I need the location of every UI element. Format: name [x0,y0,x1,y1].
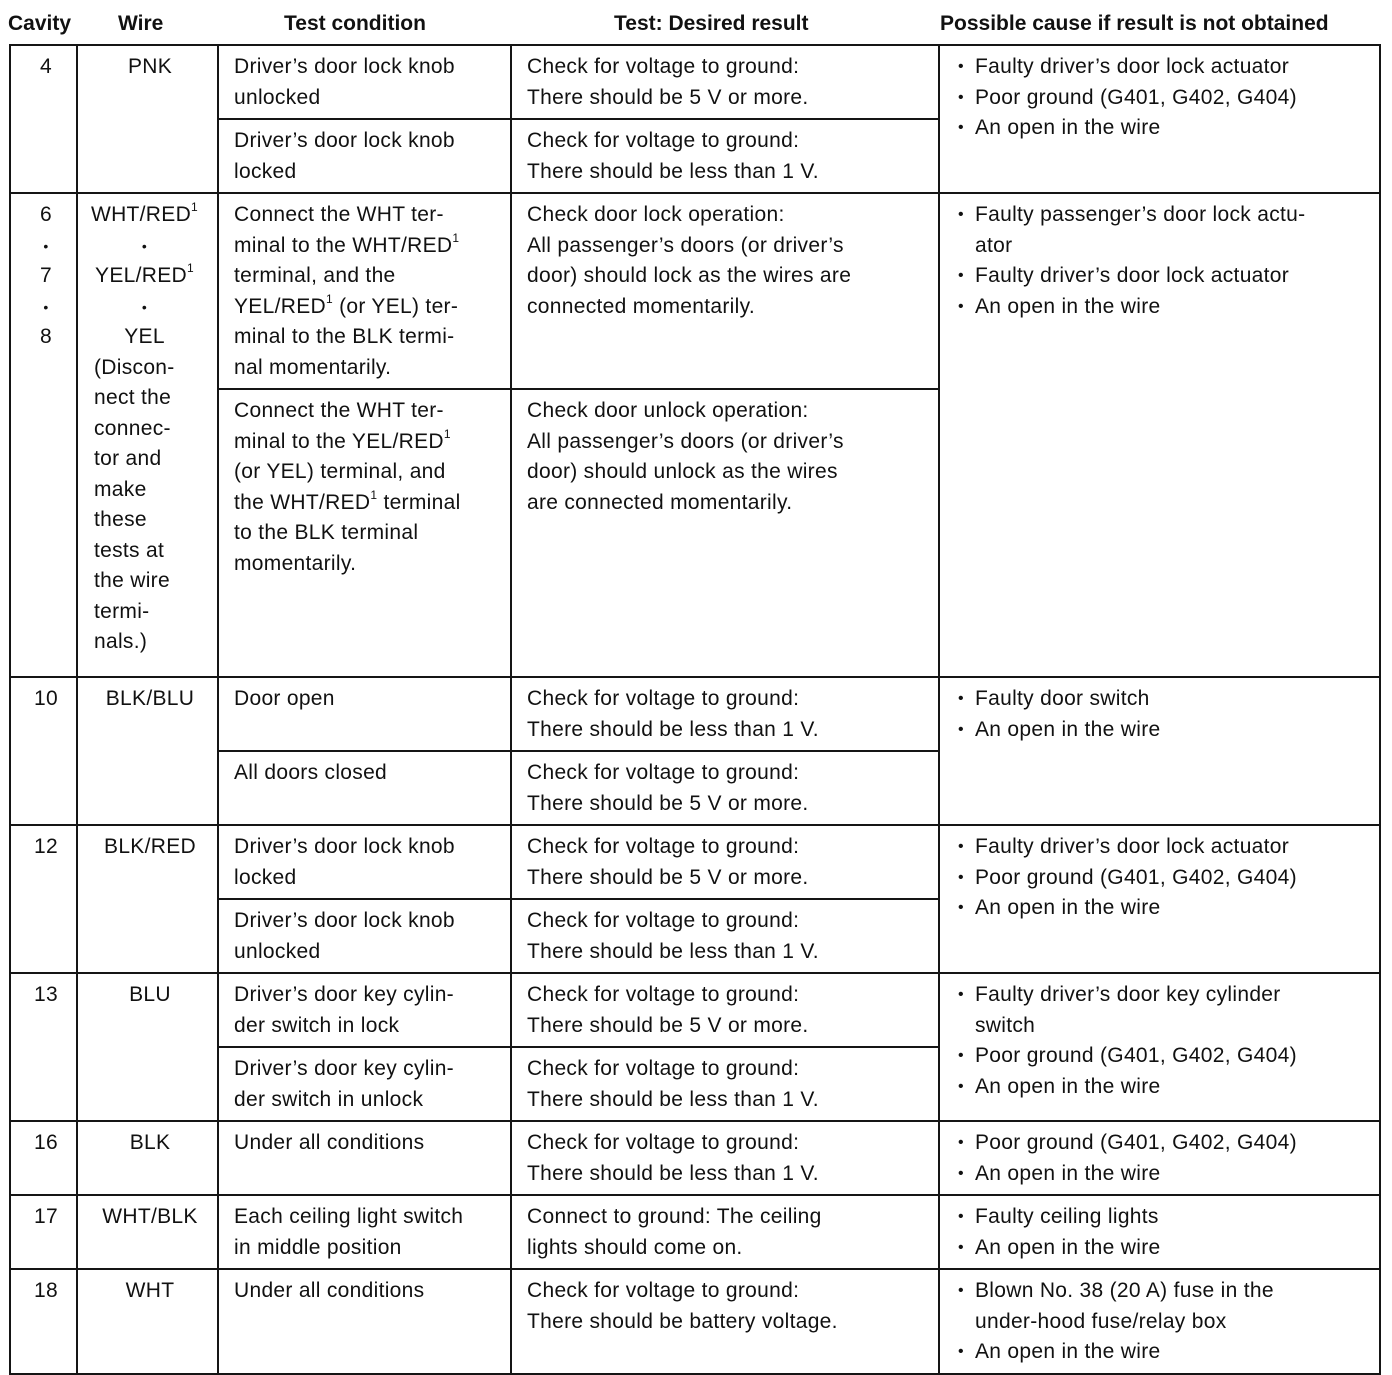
desired-result-line: There should be less than 1 V. [527,717,819,741]
wire-cell: PNK [77,45,218,193]
wire-note: tor and [94,447,162,470]
test-condition-line: Door open [234,687,335,710]
test-condition-line: Connect the WHT ter- [234,203,444,226]
desired-result-line: Check for voltage to ground: [527,1279,800,1302]
desired-result-line: There should be 5 V or more. [527,1013,809,1037]
footnote-marker: 1 [191,200,199,214]
cause-item: • An open in the wire [955,1072,1369,1103]
header-possible-cause: Possible cause if result is not obtained [940,12,1329,35]
test-condition-cell [218,45,511,119]
desired-result-line: door) should unlock as the wires [527,460,838,483]
desired-result-line: There should be 5 V or more. [527,85,809,109]
table-row [10,973,1380,1047]
test-condition-line: Driver’s door lock knob [234,909,455,932]
cause-list [955,200,1369,322]
footnote-marker: 1 [443,426,451,441]
wire-cell: BLK [77,1121,218,1195]
desired-result-cell [511,1047,939,1121]
test-condition-line: minal to the YEL/RED$^1$ [234,426,451,453]
possible-cause-cell [939,1269,1380,1374]
desired-result-cell [511,973,939,1047]
table-row [10,45,1380,119]
test-condition-cell [218,751,511,825]
cause-item: • Faulty driver’s door key cylinder switch [955,980,1369,1041]
test-condition-line: unlocked [234,85,321,109]
desired-result-line: Check for voltage to ground: [527,909,800,932]
cause-item: • Faulty door switch [955,684,1369,715]
wire-note: nals.) [94,630,148,653]
table-row [10,193,1380,389]
test-condition-cell [218,193,511,389]
cavity-cell: 16 [10,1121,77,1195]
cause-list [955,832,1369,924]
test-condition-line: minal to the WHT/RED$^1$ [234,230,460,257]
cause-item: • An open in the wire [955,1337,1369,1368]
test-condition-line: locked [234,159,297,183]
desired-result-line: There should be less than 1 V. [527,1087,819,1111]
desired-result-line: Check for voltage to ground: [527,1131,800,1154]
cause-item: • Poor ground (G401, G402, G404) [955,83,1369,114]
desired-result-line: Connect to ground: The ceiling [527,1205,822,1228]
test-condition-cell [218,1195,511,1269]
wire-note: nect the [94,386,172,409]
troubleshooting-table [9,44,1381,1375]
desired-result-line: Check door unlock operation: [527,399,809,422]
possible-cause-cell [939,973,1380,1121]
cause-item: • Poor ground (G401, G402, G404) [955,1041,1369,1072]
test-condition-line: der switch in lock [234,1013,400,1037]
wire-cell: BLK/RED [77,825,218,973]
desired-result-line: Check for voltage to ground: [527,983,800,1006]
test-condition-line: minal to the BLK termi- [234,325,455,348]
test-condition-line: Each ceiling light switch [234,1205,464,1228]
desired-result-cell [511,1195,939,1269]
desired-result-line: Check door lock operation: [527,203,785,226]
cavity-cell: 4 [10,45,77,193]
desired-result-cell [511,45,939,119]
cause-list [955,1202,1369,1263]
cause-item: • Faulty ceiling lights [955,1202,1369,1233]
test-condition-line: (or YEL) terminal, and [234,460,446,483]
header-desired-result: Test: Desired result [614,12,809,35]
wire-color: YEL [124,325,165,348]
desired-result-cell [511,677,939,751]
test-condition-cell [218,389,511,677]
test-condition-line: the WHT/RED$^1$ terminal [234,487,461,514]
footnote-marker: 1 [452,230,460,245]
desired-result-cell [511,899,939,973]
table-body [10,45,1380,1374]
cavity-cell: 12 [10,825,77,973]
desired-result-line: connected momentarily. [527,294,755,318]
cause-item: • Blown No. 38 (20 A) fuse in the under-hood fuse/relay box [955,1276,1369,1337]
wire-note: the wire [94,569,170,592]
footnote-marker: 1 [325,291,333,306]
test-condition-cell [218,825,511,899]
header-wire: Wire [118,12,164,35]
possible-cause-cell [939,193,1380,677]
desired-result-line: All passenger’s doors (or driver’s [527,233,844,257]
test-condition-line: Driver’s door key cylin- [234,983,454,1006]
cause-list [955,684,1369,745]
test-condition-cell [218,973,511,1047]
separator-dot: • [141,298,148,315]
cause-item: • Faulty passenger’s door lock actu- ator [955,200,1369,261]
desired-result-line: There should be less than 1 V. [527,939,819,963]
wire-color: YEL/RED$^1$ [95,261,194,287]
desired-result-line: lights should come on. [527,1235,743,1259]
wire-note: make [94,477,147,501]
footnote-marker: 1 [370,487,378,502]
test-condition-line: Driver’s door lock knob [234,835,455,858]
desired-result-line: Check for voltage to ground: [527,835,800,858]
desired-result-line: All passenger’s doors (or driver’s [527,429,844,453]
cause-item: • Poor ground (G401, G402, G404) [955,863,1369,894]
desired-result-cell [511,389,939,677]
separator-dot: • [141,237,148,254]
wire-note: these [94,508,147,531]
possible-cause-cell [939,1195,1380,1269]
test-condition-line: Under all conditions [234,1279,425,1302]
wire-color: WHT/RED$^1$ [90,200,199,226]
test-condition-line: YEL/RED$^1$ (or YEL) ter- [234,291,459,318]
desired-result-line: Check for voltage to ground: [527,129,800,152]
wire-cell [77,193,218,677]
wire-note: connec- [94,416,171,440]
desired-result-cell [511,751,939,825]
desired-result-line: There should be battery voltage. [527,1309,838,1333]
test-condition-line: Driver’s door lock knob [234,129,455,152]
desired-result-line: Check for voltage to ground: [527,687,800,710]
cause-item: • Poor ground (G401, G402, G404) [955,1128,1369,1159]
wire-note: (Discon- [94,355,175,379]
test-condition-line: Driver’s door key cylin- [234,1057,454,1080]
desired-result-cell [511,119,939,193]
cavity-cell: 13 [10,973,77,1121]
cause-list [955,1276,1369,1368]
cause-item: • Faulty driver’s door lock actuator [955,52,1369,83]
cavity-number: 8 [40,325,52,348]
test-condition-line: unlocked [234,939,321,963]
wire-note: tests at [94,538,165,562]
cause-item: • Faulty driver’s door lock actuator [955,832,1369,863]
desired-result-cell [511,825,939,899]
test-condition-cell [218,1047,511,1121]
table-row [10,677,1380,751]
wire-cell: BLU [77,973,218,1121]
desired-result-line: are connected momentarily. [527,490,793,514]
cavity-cell: 18 [10,1269,77,1374]
desired-result-cell [511,1121,939,1195]
test-condition-cell [218,1121,511,1195]
desired-result-line: There should be less than 1 V. [527,159,819,183]
test-condition-cell [218,677,511,751]
test-condition-line: to the BLK terminal [234,521,419,544]
header-test-condition: Test condition [284,12,426,35]
test-condition-line: Under all conditions [234,1131,425,1154]
cause-item: • An open in the wire [955,1159,1369,1190]
possible-cause-cell [939,1121,1380,1195]
cause-list [955,980,1369,1102]
wire-cell: WHT/BLK [77,1195,218,1269]
wire-note: termi- [94,599,150,623]
test-condition-cell [218,1269,511,1374]
test-condition-line: momentarily. [234,551,357,575]
possible-cause-cell [939,677,1380,825]
test-condition-line: der switch in unlock [234,1087,424,1111]
test-condition-line: locked [234,865,297,889]
desired-result-cell [511,1269,939,1374]
test-condition-line: Driver’s door lock knob [234,55,455,78]
desired-result-cell [511,193,939,389]
desired-result-line: Check for voltage to ground: [527,1057,800,1080]
desired-result-line: There should be 5 V or more. [527,791,809,815]
test-condition-line: terminal, and the [234,264,396,287]
desired-result-line: Check for voltage to ground: [527,761,800,784]
footnote-marker: 1 [186,261,194,275]
table-row [10,825,1380,899]
cause-item: • An open in the wire [955,113,1369,144]
cavity-cell: 17 [10,1195,77,1269]
cavity-number: 7 [40,264,52,287]
desired-result-line: There should be less than 1 V. [527,1161,819,1185]
desired-result-line: Check for voltage to ground: [527,55,800,78]
desired-result-line: door) should lock as the wires are [527,264,852,287]
test-condition-line: Connect the WHT ter- [234,399,444,422]
cause-list [955,1128,1369,1189]
table-row [10,1195,1380,1269]
test-condition-line: in middle position [234,1235,402,1259]
possible-cause-cell [939,825,1380,973]
cause-item: • An open in the wire [955,893,1369,924]
cause-item: • An open in the wire [955,715,1369,746]
cause-list [955,52,1369,144]
possible-cause-cell [939,45,1380,193]
test-condition-cell [218,119,511,193]
separator-dot: • [43,237,49,254]
table-header [6,6,1378,42]
test-condition-cell [218,899,511,973]
table-row [10,1269,1380,1374]
cause-item: • An open in the wire [955,292,1369,323]
test-condition-line: All doors closed [234,761,388,784]
wire-cell: BLK/BLU [77,677,218,825]
table-row [10,1121,1380,1195]
test-condition-line: nal momentarily. [234,355,392,379]
separator-dot: • [43,298,49,315]
cavity-cell [10,193,77,677]
desired-result-line: There should be 5 V or more. [527,865,809,889]
cavity-cell: 10 [10,677,77,825]
cause-item: • Faulty driver’s door lock actuator [955,261,1369,292]
cause-item: • An open in the wire [955,1233,1369,1264]
cavity-number: 6 [40,203,52,226]
wire-cell: WHT [77,1269,218,1374]
header-cavity: Cavity [8,12,72,35]
